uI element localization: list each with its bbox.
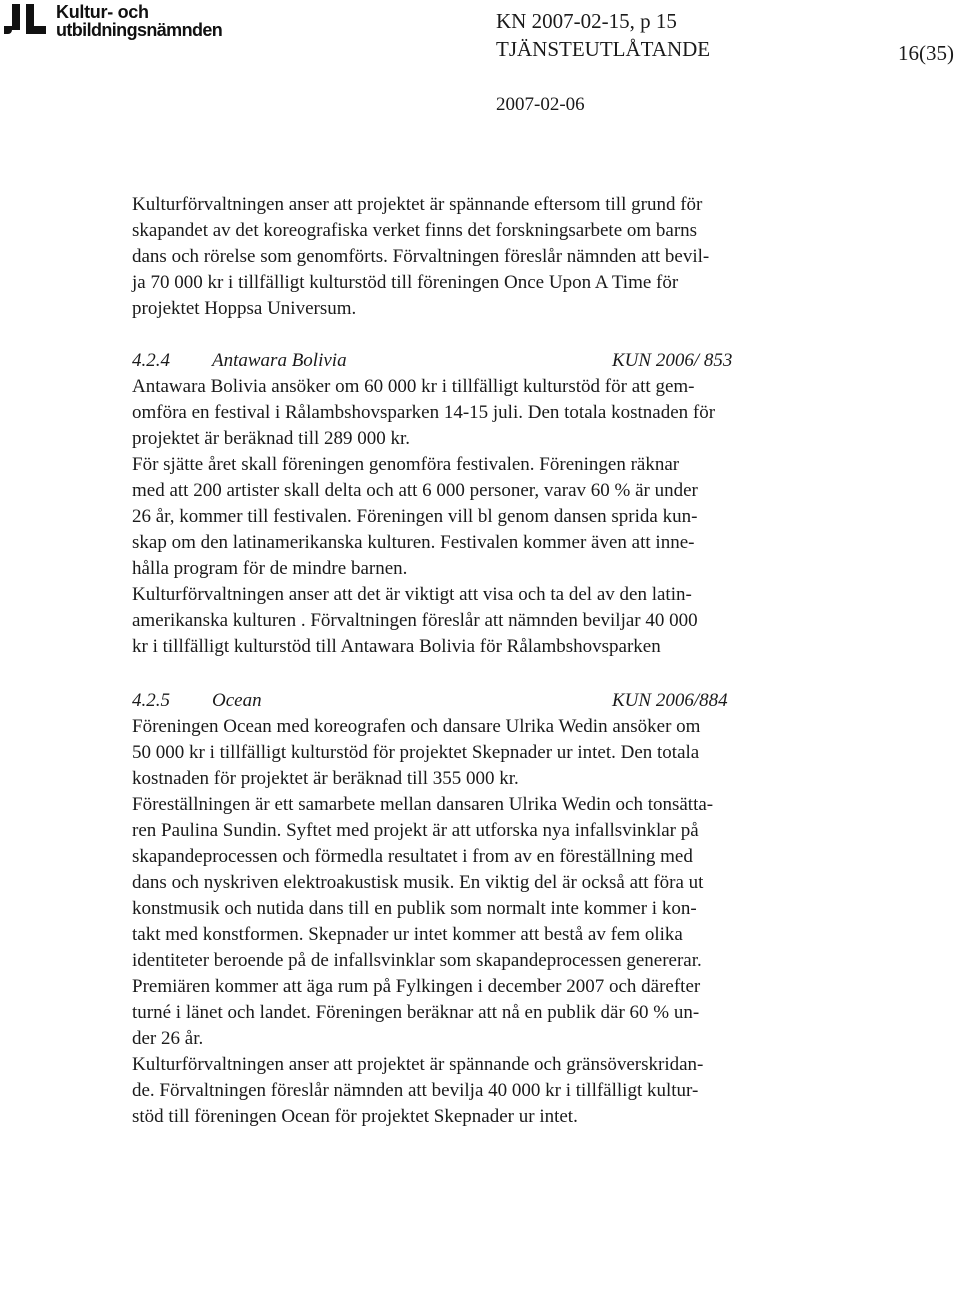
paragraph [132, 1052, 832, 1130]
text-line: Antawara Bolivia ansöker om 60 000 kr i tillfälligt kulturstöd för att gem- [132, 376, 695, 397]
paragraph [132, 974, 832, 1052]
section-number: 4.2.4 [132, 350, 170, 371]
text-line: ja 70 000 kr i tillfälligt kulturstöd till föreningen Once Upon A Time för [132, 272, 679, 293]
text-line: Kulturförvaltningen anser att projektet är spännande och gränsöverskridan- [132, 1054, 704, 1075]
text-line: dans och nyskriven elektroakustisk musik. En viktig del är också att föra ut [132, 872, 704, 893]
logo-line-2: utbildningsnämnden [56, 20, 223, 40]
section-heading-antawara [132, 348, 832, 374]
section-number: 4.2.5 [132, 690, 170, 711]
text-line: För sjätte året skall föreningen genomföra festivalen. Föreningen räknar [132, 454, 680, 475]
section-title: Ocean [212, 690, 262, 711]
text-line: der 26 år. [132, 1028, 204, 1049]
text-line: skap om den latinamerikanska kulturen. Festivalen kommer även att inne- [132, 532, 695, 553]
text-line: projektet Hoppsa Universum. [132, 298, 357, 319]
document-reference: KN 2007-02-15, p 15 [496, 9, 677, 33]
text-line: 26 år, kommer till festivalen. Föreningen vill bl genom dansen sprida kun- [132, 506, 698, 527]
logo-line-1: Kultur- och [56, 2, 149, 22]
section-heading-ocean [132, 688, 832, 714]
text-line: stöd till föreningen Ocean för projektet Skepnader ur intet. [132, 1106, 578, 1127]
text-line: Kulturförvaltningen anser att det är viktigt att visa och ta del av den latin- [132, 584, 692, 605]
document-type: TJÄNSTEUTLÅTANDE [496, 37, 711, 61]
text-line: identiteter beroende på de infallsvinklar som skapandeprocessen genererar. [132, 950, 702, 971]
page-number: 16(35) [898, 41, 954, 65]
paragraph [132, 714, 832, 792]
section-title: Antawara Bolivia [212, 350, 347, 371]
text-line: projektet är beräknad till 289 000 kr. [132, 428, 411, 449]
text-line: takt med konstformen. Skepnader ur intet kommer att bestå av fem olika [132, 924, 683, 945]
paragraph [132, 582, 832, 660]
paragraph [132, 374, 832, 452]
text-line: kr i tillfälligt kulturstöd till Antawara Bolivia för Rålambshovsparken [132, 636, 661, 657]
text-line: de. Förvaltningen föreslår nämnden att bevilja 40 000 kr i tillfälligt kultur- [132, 1080, 699, 1101]
text-line: Föreningen Ocean med koreografen och dansare Ulrika Wedin ansöker om [132, 716, 701, 737]
text-line: ren Paulina Sundin. Syftet med projekt är att utforska nya infallsvinklar på [132, 820, 699, 841]
section-reference: KUN 2006/884 [612, 690, 728, 711]
text-line: dans och rörelse som genomförts. Förvaltningen föreslår nämnden att bevil- [132, 246, 710, 267]
text-line: amerikanska kulturen . Förvaltningen föreslår att nämnden beviljar 40 000 [132, 610, 698, 631]
text-line: omföra en festival i Rålambshovsparken 14-15 juli. Den totala kostnaden för [132, 402, 716, 423]
intro-paragraph [132, 192, 832, 322]
text-line: 50 000 kr i tillfälligt kulturstöd för projektet Skepnader ur intet. Den totala [132, 742, 700, 763]
text-line: konstmusik och nutida dans till en publik som normalt inte kommer i kon- [132, 898, 697, 919]
paragraph [132, 792, 832, 974]
paragraph [132, 452, 832, 582]
jl-logo-mark-icon [4, 4, 50, 40]
logo [0, 0, 240, 44]
section-reference: KUN 2006/ 853 [612, 350, 733, 371]
text-line: hålla program för de mindre barnen. [132, 558, 408, 579]
text-line: med att 200 artister skall delta och att 6 000 personer, varav 60 % är under [132, 480, 698, 501]
text-line: Kulturförvaltningen anser att projektet är spännande eftersom till grund för [132, 194, 703, 215]
text-line: kostnaden för projektet är beräknad till 355 000 kr. [132, 768, 519, 789]
text-line: skapandet av det koreografiska verket finns det forskningsarbete om barns [132, 220, 698, 241]
text-line: turné i länet och landet. Föreningen beräknar att nå en publik där 60 % un- [132, 1002, 700, 1023]
text-line: Föreställningen är ett samarbete mellan dansaren Ulrika Wedin och tonsätta- [132, 794, 714, 815]
text-line: skapandeprocessen och förmedla resultatet i from av en föreställning med [132, 846, 693, 867]
document-date: 2007-02-06 [496, 94, 585, 115]
text-line: Premiären kommer att äga rum på Fylkingen i december 2007 och därefter [132, 976, 701, 997]
document-body [132, 192, 832, 1130]
logo-text [56, 3, 222, 39]
